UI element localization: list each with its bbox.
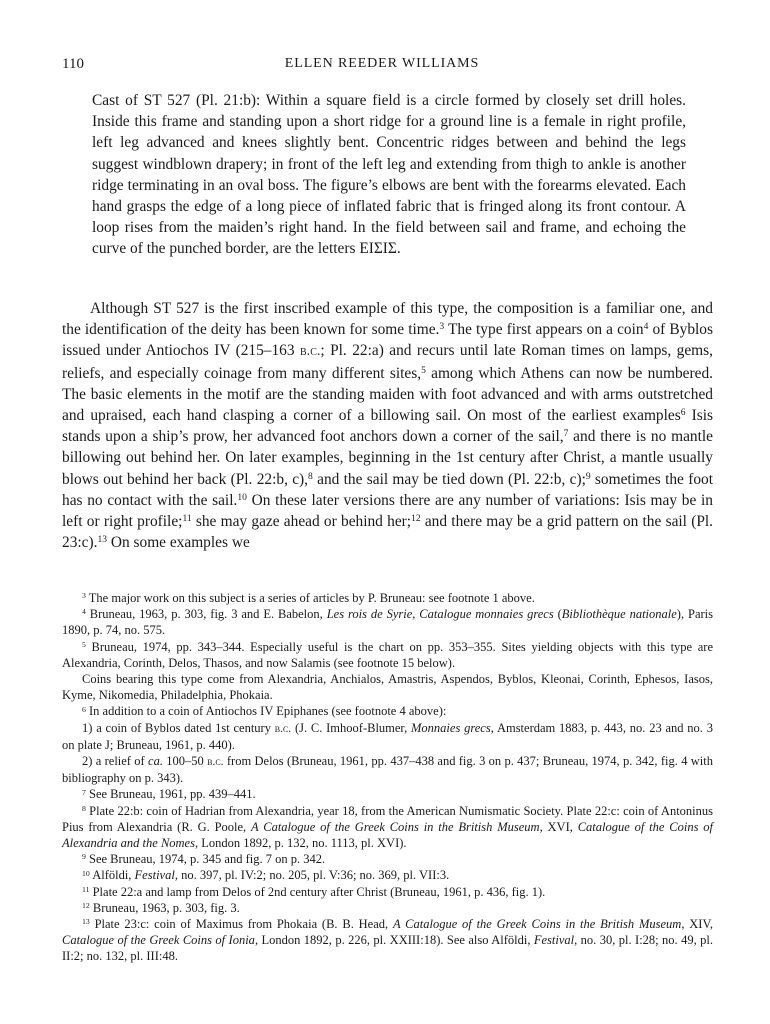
- footnote-text: , Amsterdam 1883, p. 443, no. 23 and no. 3 on plate J; Bruneau, 1961, p. 440).: [62, 720, 713, 752]
- footnote-ref[interactable]: 7: [563, 428, 569, 440]
- body-text: among which Athens can now be numbered. The basic elements in the motif are the standing maiden with foot advanced and with arms outstretched and upraised, each hand clasping a corner of a billowing sail. On most of the earliest examples: [62, 364, 713, 425]
- footnote-13: [62, 916, 713, 965]
- body-text: ; Pl. 22:a) and recurs until late Roman times on lamps, gems, reliefs, and especially coinage from many different sites,: [62, 342, 713, 382]
- footnote-text: See Bruneau, 1961, pp. 439–441.: [89, 787, 256, 802]
- footnote-10: [62, 867, 713, 883]
- footnote-text: , XVI,: [539, 819, 578, 834]
- body-text: On these later versions there are any number of variations: Isis may be in left or right profile;: [62, 491, 713, 531]
- footnote-text: Bruneau, 1963, p. 303, fig. 3.: [92, 900, 240, 915]
- footnote-7: [62, 786, 713, 802]
- footnote-text: Alföldi,: [92, 868, 135, 883]
- page-header: [62, 56, 702, 78]
- footnote-ref[interactable]: 11: [182, 513, 192, 525]
- footnote-5-continued: Coins bearing this type come from Alexandria, Anchialos, Amastris, Aspendos, Byblos, Kleonai, Corinth, Ephesos, Iasos, Kyme, Nikomedia, Philadelphia, Phokaia.: [62, 672, 713, 703]
- footnote-text: from Delos (Bruneau, 1961, pp. 437–438 and fig. 3 on p. 437; Bruneau, 1974, p. 342, fig. 4 with bibliography on p. 343).: [62, 754, 713, 786]
- footnote-text: Plate 22:b: coin of Hadrian from Alexandria, year 18, from the American Numismatic Society. Plate 22:c: coin of Antoninus Pius from Alexandria (R. G. Poole,: [62, 803, 714, 834]
- body-text: and there is no mantle billowing out behind her. On later examples, beginning in the 1st century after Christ, a mantle usually blows out behind her back (Pl. 22:b, c),: [62, 428, 713, 488]
- footnote-text: See Bruneau, 1974, p. 345 and fig. 7 on p. 342.: [89, 852, 326, 867]
- footnote-number: 10: [82, 868, 90, 878]
- footnote-text: The major work on this subject is a series of articles by P. Bruneau: see footnote 1 above.: [88, 591, 535, 605]
- footnote-ref[interactable]: 4: [643, 321, 649, 333]
- era-abbrev: b.c.: [207, 756, 224, 769]
- footnote-11: [62, 884, 713, 900]
- body-paragraph: [62, 298, 713, 553]
- footnote-number: 6: [82, 704, 86, 714]
- footnote-number: 13: [82, 917, 90, 927]
- footnote-ref[interactable]: 8: [308, 470, 313, 482]
- footnote-12: [62, 900, 713, 916]
- body-text: and there may be a grid pattern on the sail (Pl. 23:c).: [62, 513, 714, 552]
- body-text: The type first appears on a coin: [444, 321, 644, 339]
- footnote-3: [62, 590, 713, 606]
- footnote-text: In addition to a coin of Antiochos IV Epiphanes (see footnote 4 above):: [89, 704, 447, 719]
- footnote-number: 11: [82, 884, 90, 894]
- footnote-ref[interactable]: 5: [421, 364, 426, 376]
- footnote-text: 100–50: [162, 754, 208, 769]
- body-text: Isis stands upon a ship’s prow, her advanced foot anchors down a corner of the sail,: [62, 407, 714, 446]
- footnote-ref[interactable]: 9: [585, 470, 591, 482]
- footnote-text: Bruneau, 1974, pp. 343–344. Especially useful is the chart on pp. 353–355. Sites yielding objects with this type are Alexandria, Corinth, Delos, Thasos, and now Salamis (see footnote 15 below).: [62, 639, 714, 670]
- footnote-6-item-2: [62, 753, 713, 786]
- footnote-6-item-1: [62, 720, 713, 753]
- footnote-4: [62, 606, 713, 638]
- body-text: of Byblos issued under Antiochos IV (215–163: [62, 321, 713, 360]
- footnote-number: 7: [82, 787, 86, 797]
- body-text: and the sail may be tied down (Pl. 22:b, c);: [312, 470, 586, 488]
- footnote-title: Monnaies grecs: [411, 720, 491, 735]
- footnote-text: Plate 23:c: coin of Maximus from Phokaia (B. B. Head,: [94, 917, 393, 932]
- footnote-title: A Catalogue of the Greek Coins in the British Museum: [392, 917, 682, 932]
- page-number: 110: [62, 56, 84, 72]
- footnote-text: Bruneau, 1963, p. 303, fig. 3 and E. Babelon,: [89, 607, 327, 622]
- footnote-text: Plate 22:a and lamp from Delos of 2nd century after Christ (Bruneau, 1961, p. 436, fig. 1).: [92, 884, 546, 899]
- footnote-ref[interactable]: 13: [97, 534, 108, 546]
- footnote-title: Festival: [533, 933, 575, 948]
- footnote-text: , London 1892, p. 132, no. 1113, pl. XVI).: [194, 836, 407, 851]
- footnote-text: (J. C. Imhoof-Blumer,: [291, 720, 412, 735]
- footnote-number: 3: [82, 591, 86, 601]
- footnote-number: 5: [82, 639, 86, 649]
- era-abbrev: b.c.: [274, 722, 292, 735]
- footnote-8: [62, 803, 713, 852]
- footnote-ref[interactable]: 3: [439, 321, 445, 333]
- footnote-title: Catalogue of the Greek Coins of Ionia: [62, 933, 255, 948]
- footnote-text: , no. 30, pl. I:28; no. 49, pl. II:2; no. 132, pl. III:48.: [62, 933, 713, 964]
- footnote-ref[interactable]: 6: [680, 407, 686, 419]
- footnote-number: 9: [82, 852, 86, 862]
- footnote-title: Catalogue of the Coins of Alexandria and the Nomes: [62, 819, 713, 851]
- era-abbrev: b.c.: [299, 343, 321, 360]
- body-text: sometimes the foot has no contact with the sail.: [62, 470, 713, 509]
- footnote-title: Les rois de Syrie, Catalogue monnaies grecs: [326, 607, 554, 622]
- footnotes: [62, 590, 713, 965]
- body-text: she may gaze ahead or behind her;: [191, 513, 412, 531]
- footnote-title: Festival: [134, 868, 175, 883]
- running-head: ELLEN REEDER WILLIAMS: [284, 56, 480, 71]
- footnote-title: ca.: [148, 754, 163, 769]
- footnote-text: , London 1892, p. 226, pl. XXIII:18). See also Alföldi,: [254, 933, 534, 948]
- footnote-title: A Catalogue of the Greek Coins in the British Museum: [251, 819, 540, 834]
- footnote-5: [62, 639, 713, 671]
- footnote-text: 2) a relief of: [82, 754, 149, 769]
- footnote-text: 1) a coin of Byblos dated 1st century: [82, 720, 275, 735]
- footnote-number: 8: [82, 803, 86, 813]
- body-text: On some examples we: [107, 534, 250, 552]
- footnote-title: Bibliothèque nationale: [561, 607, 677, 622]
- footnote-text: (: [553, 607, 562, 622]
- footnote-6: [62, 703, 713, 719]
- footnote-number: 12: [82, 900, 90, 910]
- footnote-text: , XIV,: [681, 917, 713, 932]
- footnote-number: 4: [82, 607, 86, 617]
- cast-description-paragraph: Cast of ST 527 (Pl. 21:b): Within a square field is a circle formed by closely set drill holes. Inside this frame and standing upon a short ridge for a ground line is a female in right profile, left leg advanced and knees slightly bent. Concentric ridges between and behind the legs suggest windblown drapery; in front of the left leg and extending from thigh to ankle is another ridge terminating in an oval boss. The figure’s elbows are bent with the forearms elevated. Each hand grasps the edge of a long piece of inflated fabric that is fringed along its front contour. A loop rises from the maiden’s right hand. In the field between sail and frame, and echoing the curve of the punched border, are the letters ΕΙΣΙΣ.: [92, 92, 686, 258]
- footnote-ref[interactable]: 12: [411, 513, 421, 525]
- footnote-text: , no. 397, pl. IV:2; no. 205, pl. V:36; no. 369, pl. VII:3.: [174, 868, 450, 883]
- footnote-text: ), Paris 1890, p. 74, no. 575.: [62, 607, 713, 638]
- footnote-9: [62, 851, 713, 867]
- footnote-ref[interactable]: 10: [237, 492, 247, 504]
- body-text: Although ST 527 is the first inscribed example of this type, the composition is a familiar one, and the identification of the deity has been known for some time.: [62, 300, 713, 339]
